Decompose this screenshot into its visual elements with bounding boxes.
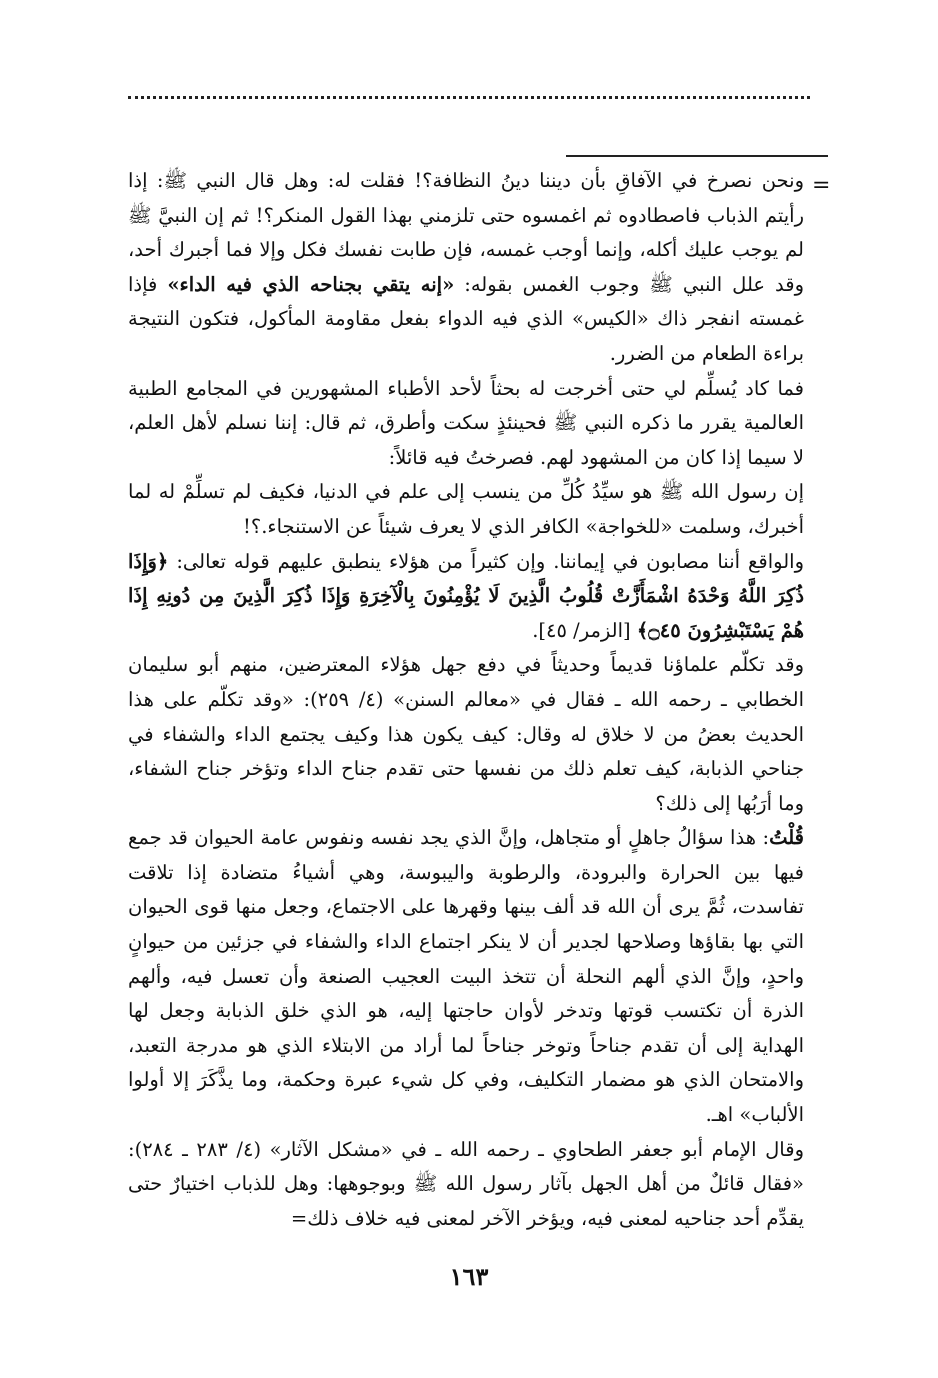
footnote-separator	[566, 155, 828, 157]
text-segment: إن رسول الله ﷺ هو سيِّدُ كُلِّ من ينسب إلى علم في الدنيا، فكيف لم تسلِّمْ له لما أخبرك، وسلمت «للخواجة» الكافر الذي لا يعرف شيئاً عن الاستنجاء.؟!	[128, 480, 804, 538]
footnote-text	[128, 164, 804, 1244]
text-segment: فإذا غمسته انفجر ذاك «الكيس» الذي فيه الدواء بفعل مقاومة المأكول، فتكون النتيجة براءة الطعام من الضرر.	[128, 272, 804, 365]
text-segment: ونحن نصرخ في الآفاقِ بأن ديننا دينُ النظافة؟! فقلت له: وهل قال النبي ﷺ: إذا رأيتم الذباب فاصطادوه ثم اغمسوه حتى تلزمني بهذا القول المنكر؟! ثم إن النبيَّ ﷺ لم يوجب عليك أكله، وإنما أوجب غمسه، فإن طابت نفسك فكل وإلا فما أجبرك أحد، وقد علل النبي ﷺ وجوب الغمس بقوله:	[128, 169, 804, 296]
text-segment: وقال الإمام أبو جعفر الطحاوي ـ رحمه الله ـ في «مشكل الآثار» (٤/ ٢٨٣ ـ ٢٨٤): «فقال قائلٌ من أهل الجهل بآثار رسول الله ﷺ وبوجوهها: وهل للذباب اختيارٌ حتى يقدِّم أحد جناحيه لمعنى فيه، ويؤخر الآخر لمعنى فيه خلاف ذلك=	[128, 1137, 804, 1230]
header-dotted-divider	[128, 96, 810, 99]
text-segment: [الزمر/ ٤٥].	[532, 618, 637, 642]
paragraph	[128, 372, 804, 476]
bold-text-segment: «إنه يتقي بجناحه الذي فيه الداء»	[167, 272, 455, 296]
paragraph	[128, 821, 804, 1132]
paragraph	[128, 164, 804, 372]
paragraph	[128, 475, 804, 544]
bold-text-segment: ﴿وَإِذَا ذُكِرَ اللَّهُ وَحْدَهُ اشْمَأَزَّتْ قُلُوبُ الَّذِينَ لَا يُؤْمِنُونَ بِالْآخِرَةِ وَإِذَا ذُكِرَ الَّذِينَ مِن دُونِهِ إِذَا هُمْ يَسْتَبْشِرُونَ ۝٤٥﴾	[128, 549, 804, 642]
text-segment: والواقع أننا مصابون في إيماننا. وإن كثيراً من هؤلاء ينطبق عليهم قوله تعالى:	[168, 549, 804, 573]
page-number: ١٦٣	[449, 1262, 489, 1291]
paragraph	[128, 648, 804, 821]
paragraph	[128, 1133, 804, 1237]
bold-text-segment: قُلْتُ	[769, 826, 804, 850]
text-segment: : هذا سؤالُ جاهلٍ أو متجاهل، وإنَّ الذي يجد نفسه ونفوس عامة الحيوان قد جمع فيها بين الحرارة والبرودة، والرطوبة واليبوسة، وهي أشياءُ متضادة إذا تلاقت تفاسدت، ثُمَّ يرى أن الله قد ألف بينها وقهرها على الاجتماع، وجعل منها قوى الحيوان التي بها بقاؤها وصلاحها لجدير أن لا ينكر اجتماع الداء والشفاء في جزئين من حيوانٍ واحدٍ، وإنَّ الذي ألهم النحلة أن تتخذ البيت العجيب الصنعة وأن تعسل فيه، وألهم الذرة أن تكتسب قوتها وتدخر لأوان حاجتها إليه، هو الذي خلق الذبابة وجعل لها الهداية إلى أن تقدم جناحاً وتوخر جناحاً لما أراد من الابتلاء الذي هو مدرجة التعبد، والامتحان الذي هو مضمار التكليف، وفي كل شيء عبرة وحكمة، وما يذَّكَرَ إلا أولوا الألباب» اهـ.	[128, 826, 804, 1127]
paragraph	[128, 545, 804, 649]
continuation-marker: =	[812, 173, 831, 198]
text-segment: فما كاد يُسلِّم لي حتى أخرجت له بحثاً لأحد الأطباء المشهورين في المجامع الطبية العالمية يقرر ما ذكره النبي ﷺ فحينئذٍ سكت وأطرق، ثم قال: إننا نسلم لأهل العلم، لا سيما إذا كان من المشهود لهم. فصرختُ فيه قائلاً:	[128, 376, 804, 469]
text-segment: وقد تكلّم علماؤنا قديماً وحديثاً في دفع جهل هؤلاء المعترضين، منهم أبو سليمان الخطابي ـ رحمه الله ـ فقال في «معالم السنن» (٤/ ٢٥٩): «وقد تكلّم على هذا الحديث بعضُ من لا خلاق له وقال: كيف يكون هذا وكيف يجتمع الداء والشفاء في جناحي الذبابة، كيف تعلم ذلك من نفسها حتى تقدم جناح الداء وتؤخر جناح الشفاء، وما أرَبُها إلى ذلك؟	[128, 653, 804, 815]
